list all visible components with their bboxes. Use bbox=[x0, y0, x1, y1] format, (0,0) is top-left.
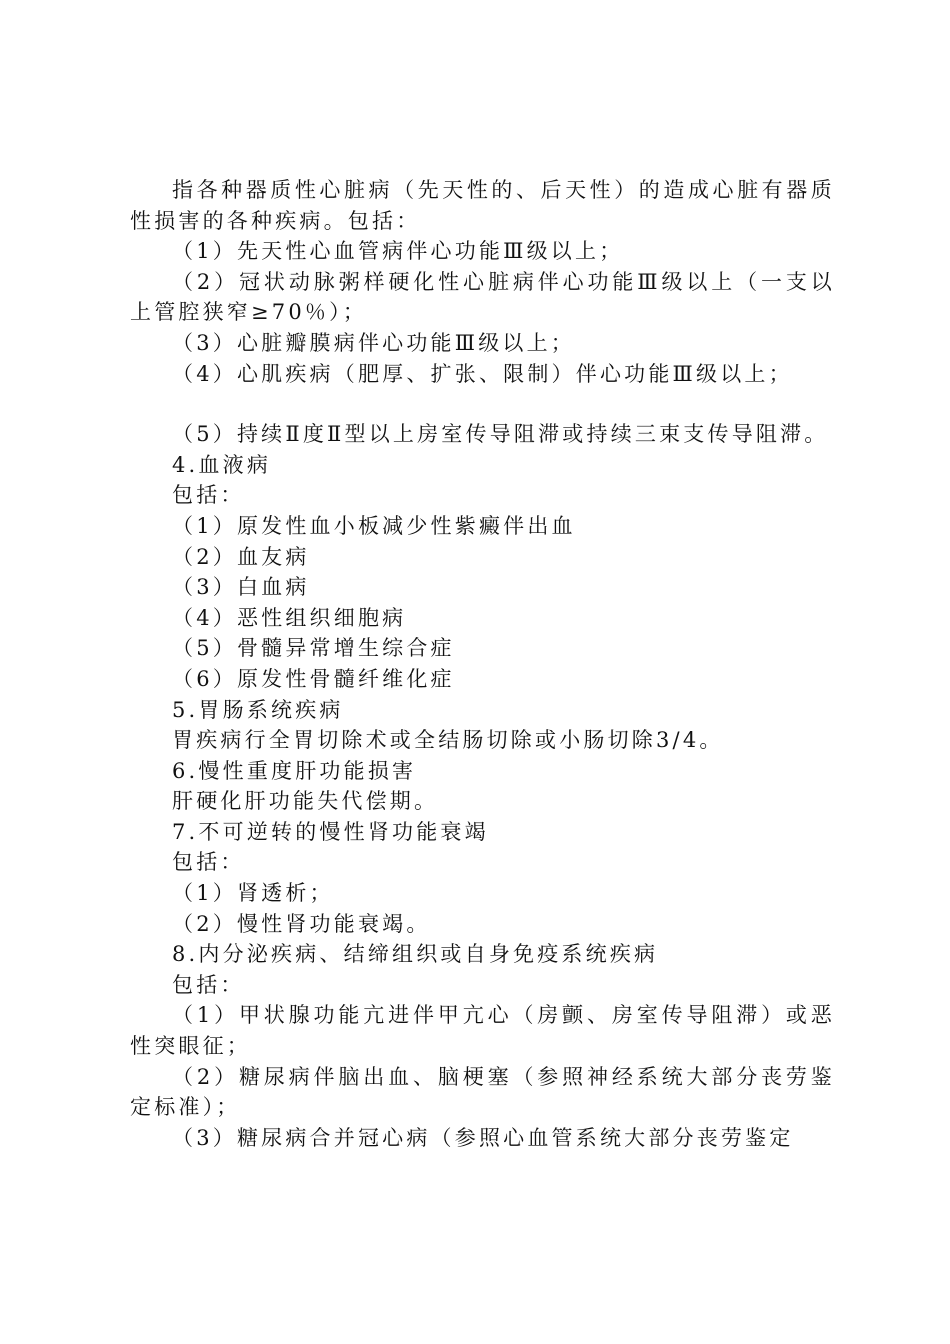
list-item-blood-6: （6）原发性骨髓纤维化症 bbox=[172, 666, 455, 691]
list-item-endocrine-3: （3）糖尿病合并冠心病（参照心血管系统大部分丧劳鉴定 bbox=[172, 1125, 794, 1150]
list-item-heart-1: （1）先天性心血管病伴心功能Ⅲ级以上； bbox=[172, 239, 624, 264]
list-item-kidney-2: （2）慢性肾功能衰竭。 bbox=[172, 911, 431, 936]
section-heading-kidney: 7.不可逆转的慢性肾功能衰竭 bbox=[172, 819, 489, 844]
list-item-heart-2: （2）冠状动脉粥样硬化性心脏病伴心功能Ⅲ级以上（一支以上管腔狭窄≥70％）； bbox=[130, 269, 835, 325]
list-item-heart-4: （4）心肌疾病（肥厚、扩张、限制）伴心功能Ⅲ级以上； bbox=[172, 361, 793, 386]
list-item-endocrine-1: （1）甲状腺功能亢进伴甲亢心（房颤、房室传导阻滞）或恶性突眼征； bbox=[130, 1003, 835, 1059]
paragraph-liver: 肝硬化肝功能失代偿期。 bbox=[172, 789, 439, 814]
section-heading-gastro: 5.胃肠系统疾病 bbox=[172, 697, 344, 722]
list-item-blood-1: （1）原发性血小板减少性紫癜伴出血 bbox=[172, 513, 576, 538]
document-page bbox=[130, 175, 835, 1153]
list-item-blood-3: （3）白血病 bbox=[172, 575, 310, 600]
section-intro: 包括： bbox=[172, 483, 245, 508]
list-item-heart-3: （3）心脏瓣膜病伴心功能Ⅲ级以上； bbox=[172, 330, 576, 355]
list-item-kidney-1: （1）肾透析； bbox=[172, 881, 334, 906]
section-heading-blood: 4.血液病 bbox=[172, 452, 272, 477]
list-item-blood-5: （5）骨髓异常增生综合症 bbox=[172, 636, 455, 661]
list-item-endocrine-2: （2）糖尿病伴脑出血、脑梗塞（参照神经系统大部分丧劳鉴定标准）； bbox=[130, 1064, 835, 1120]
section-intro: 包括： bbox=[172, 850, 245, 875]
section-intro: 包括： bbox=[172, 972, 245, 997]
section-heading-liver: 6.慢性重度肝功能损害 bbox=[172, 758, 417, 783]
blank-line bbox=[130, 389, 835, 419]
list-item-heart-5: （5）持续Ⅱ度Ⅱ型以上房室传导阻滞或持续三束支传导阻滞。 bbox=[172, 422, 829, 447]
list-item-blood-2: （2）血友病 bbox=[172, 544, 310, 569]
paragraph-intro: 指各种器质性心脏病（先天性的、后天性）的造成心脏有器质性损害的各种疾病。包括： bbox=[130, 178, 835, 233]
section-heading-endocrine: 8.内分泌疾病、结缔组织或自身免疫系统疾病 bbox=[172, 942, 659, 967]
list-item-blood-4: （4）恶性组织细胞病 bbox=[172, 605, 407, 630]
paragraph-gastro: 胃疾病行全胃切除术或全结肠切除或小肠切除3/4。 bbox=[172, 728, 724, 753]
